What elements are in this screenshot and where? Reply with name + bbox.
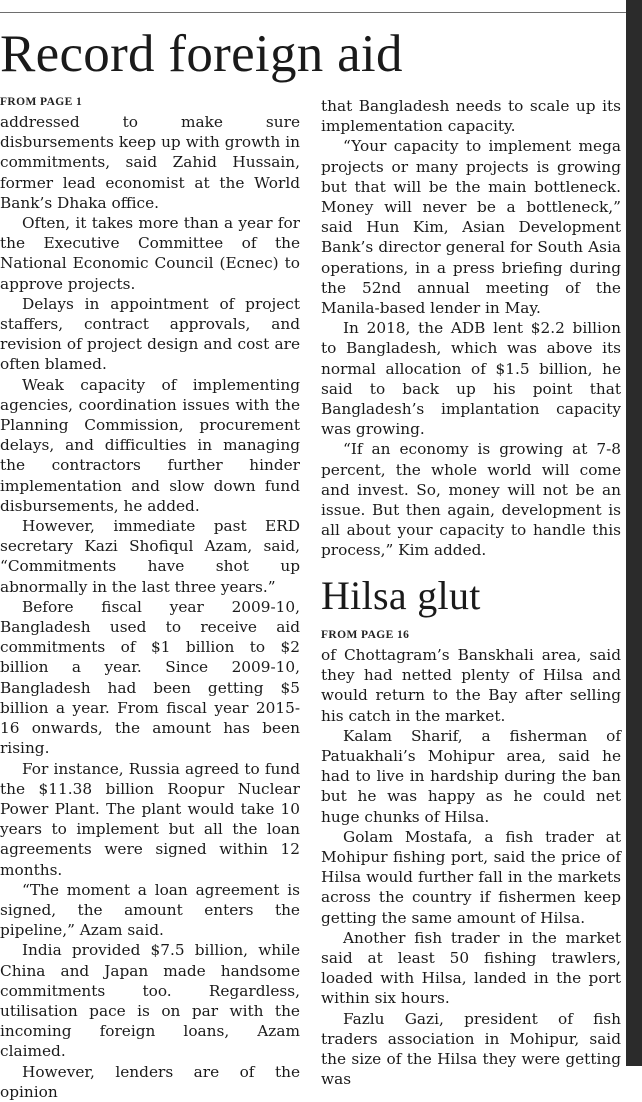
paragraph: However, lenders are of the opinion [0,1062,300,1101]
paragraph: addressed to make sure disbursements keep up with growth in commitments, said Zahid Hussain, former lead economist at the World Bank’s Dhaka office. [0,113,300,212]
paragraph: “The moment a loan agreement is signed, the amount enters the pipeline,” Azam said. [0,880,300,940]
paragraph: Fazlu Gazi, president of fish traders association in Mohipur, said the size of the Hilsa they were getting was [321,1009,621,1089]
paragraph: Delays in appointment of project staffers, contract approvals, and revision of project design and cost are often blamed. [0,294,300,374]
continued-from-kicker: FROM PAGE 16 [321,629,410,641]
paragraph: that Bangladesh needs to scale up its implementation capacity. [321,97,621,136]
paragraph: Weak capacity of implementing agencies, coordination issues with the Planning Commission, procurement delays, and difficulties in managing the contractors further hinder implementation and slow down fund disbursements, he added. [0,375,300,515]
paragraph: Often, it takes more than a year for the Executive Committee of the National Economic Council (Ecnec) to approve projects. [0,214,300,293]
paragraph: Another fish trader in the market said at least 50 fishing trawlers, loaded with Hilsa, landed in the port within six hours. [321,928,621,1008]
article-column-left [0,112,300,1102]
paragraph: “If an economy is growing at 7-8 percent, the whole world will come and invest. So, money will not be an issue. But then again, development is all about your capacity to handle this process,” Kim added. [321,440,621,560]
article-column-right [321,96,621,561]
top-rule [0,12,626,13]
continued-from-kicker: FROM PAGE 1 [0,96,83,108]
article-headline-hilsa-glut: Hilsa glut [321,573,481,618]
paragraph: However, immediate past ERD secretary Kazi Shofiqul Azam, said, “Commitments have shot up abnormally in the last three years.” [0,517,300,596]
page-edge-strip [626,0,642,1066]
paragraph: For instance, Russia agreed to fund the $11.38 billion Roopur Nuclear Power Plant. The plant would take 10 years to implement but all the loan agreements were signed within 12 months. [0,759,300,879]
article-headline-record-foreign-aid: Record foreign aid [0,25,403,83]
paragraph: Kalam Sharif, a fisherman of Patuakhali’s Mohipur area, said he had to live in hardship during the ban but he was happy as he could net huge chunks of Hilsa. [321,726,621,826]
paragraph: of Chottagram’s Banskhali area, said they had netted plenty of Hilsa and would return to the Bay after selling his catch in the market. [321,646,621,725]
paragraph: Golam Mostafa, a fish trader at Mohipur fishing port, said the price of Hilsa would further fall in the markets across the country if fishermen keep getting the same amount of Hilsa. [321,827,621,927]
hilsa-article-body [321,645,621,1089]
paragraph: India provided $7.5 billion, while China and Japan made handsome commitments too. Regardless, utilisation pace is on par with the incoming foreign loans, Azam claimed. [0,941,300,1061]
paragraph: Before fiscal year 2009-10, Bangladesh used to receive aid commitments of $1 billion to $2 billion a year. Since 2009-10, Bangladesh had been getting $5 billion a year. From fiscal year 2015-16 onwards, the amount has been rising. [0,597,300,758]
paragraph: “Your capacity to implement mega projects or many projects is growing but that will be the main bottleneck. Money will never be a bottleneck,” said Hun Kim, Asian Development Bank’s director general for South Asia operations, in a press briefing during the 52nd annual meeting of the Manila-based lender in May. [321,137,621,318]
paragraph: In 2018, the ADB lent $2.2 billion to Bangladesh, which was above its normal allocation of $1.5 billion, he said to back up his point that Bangladesh’s implantation capacity was growing. [321,319,621,439]
